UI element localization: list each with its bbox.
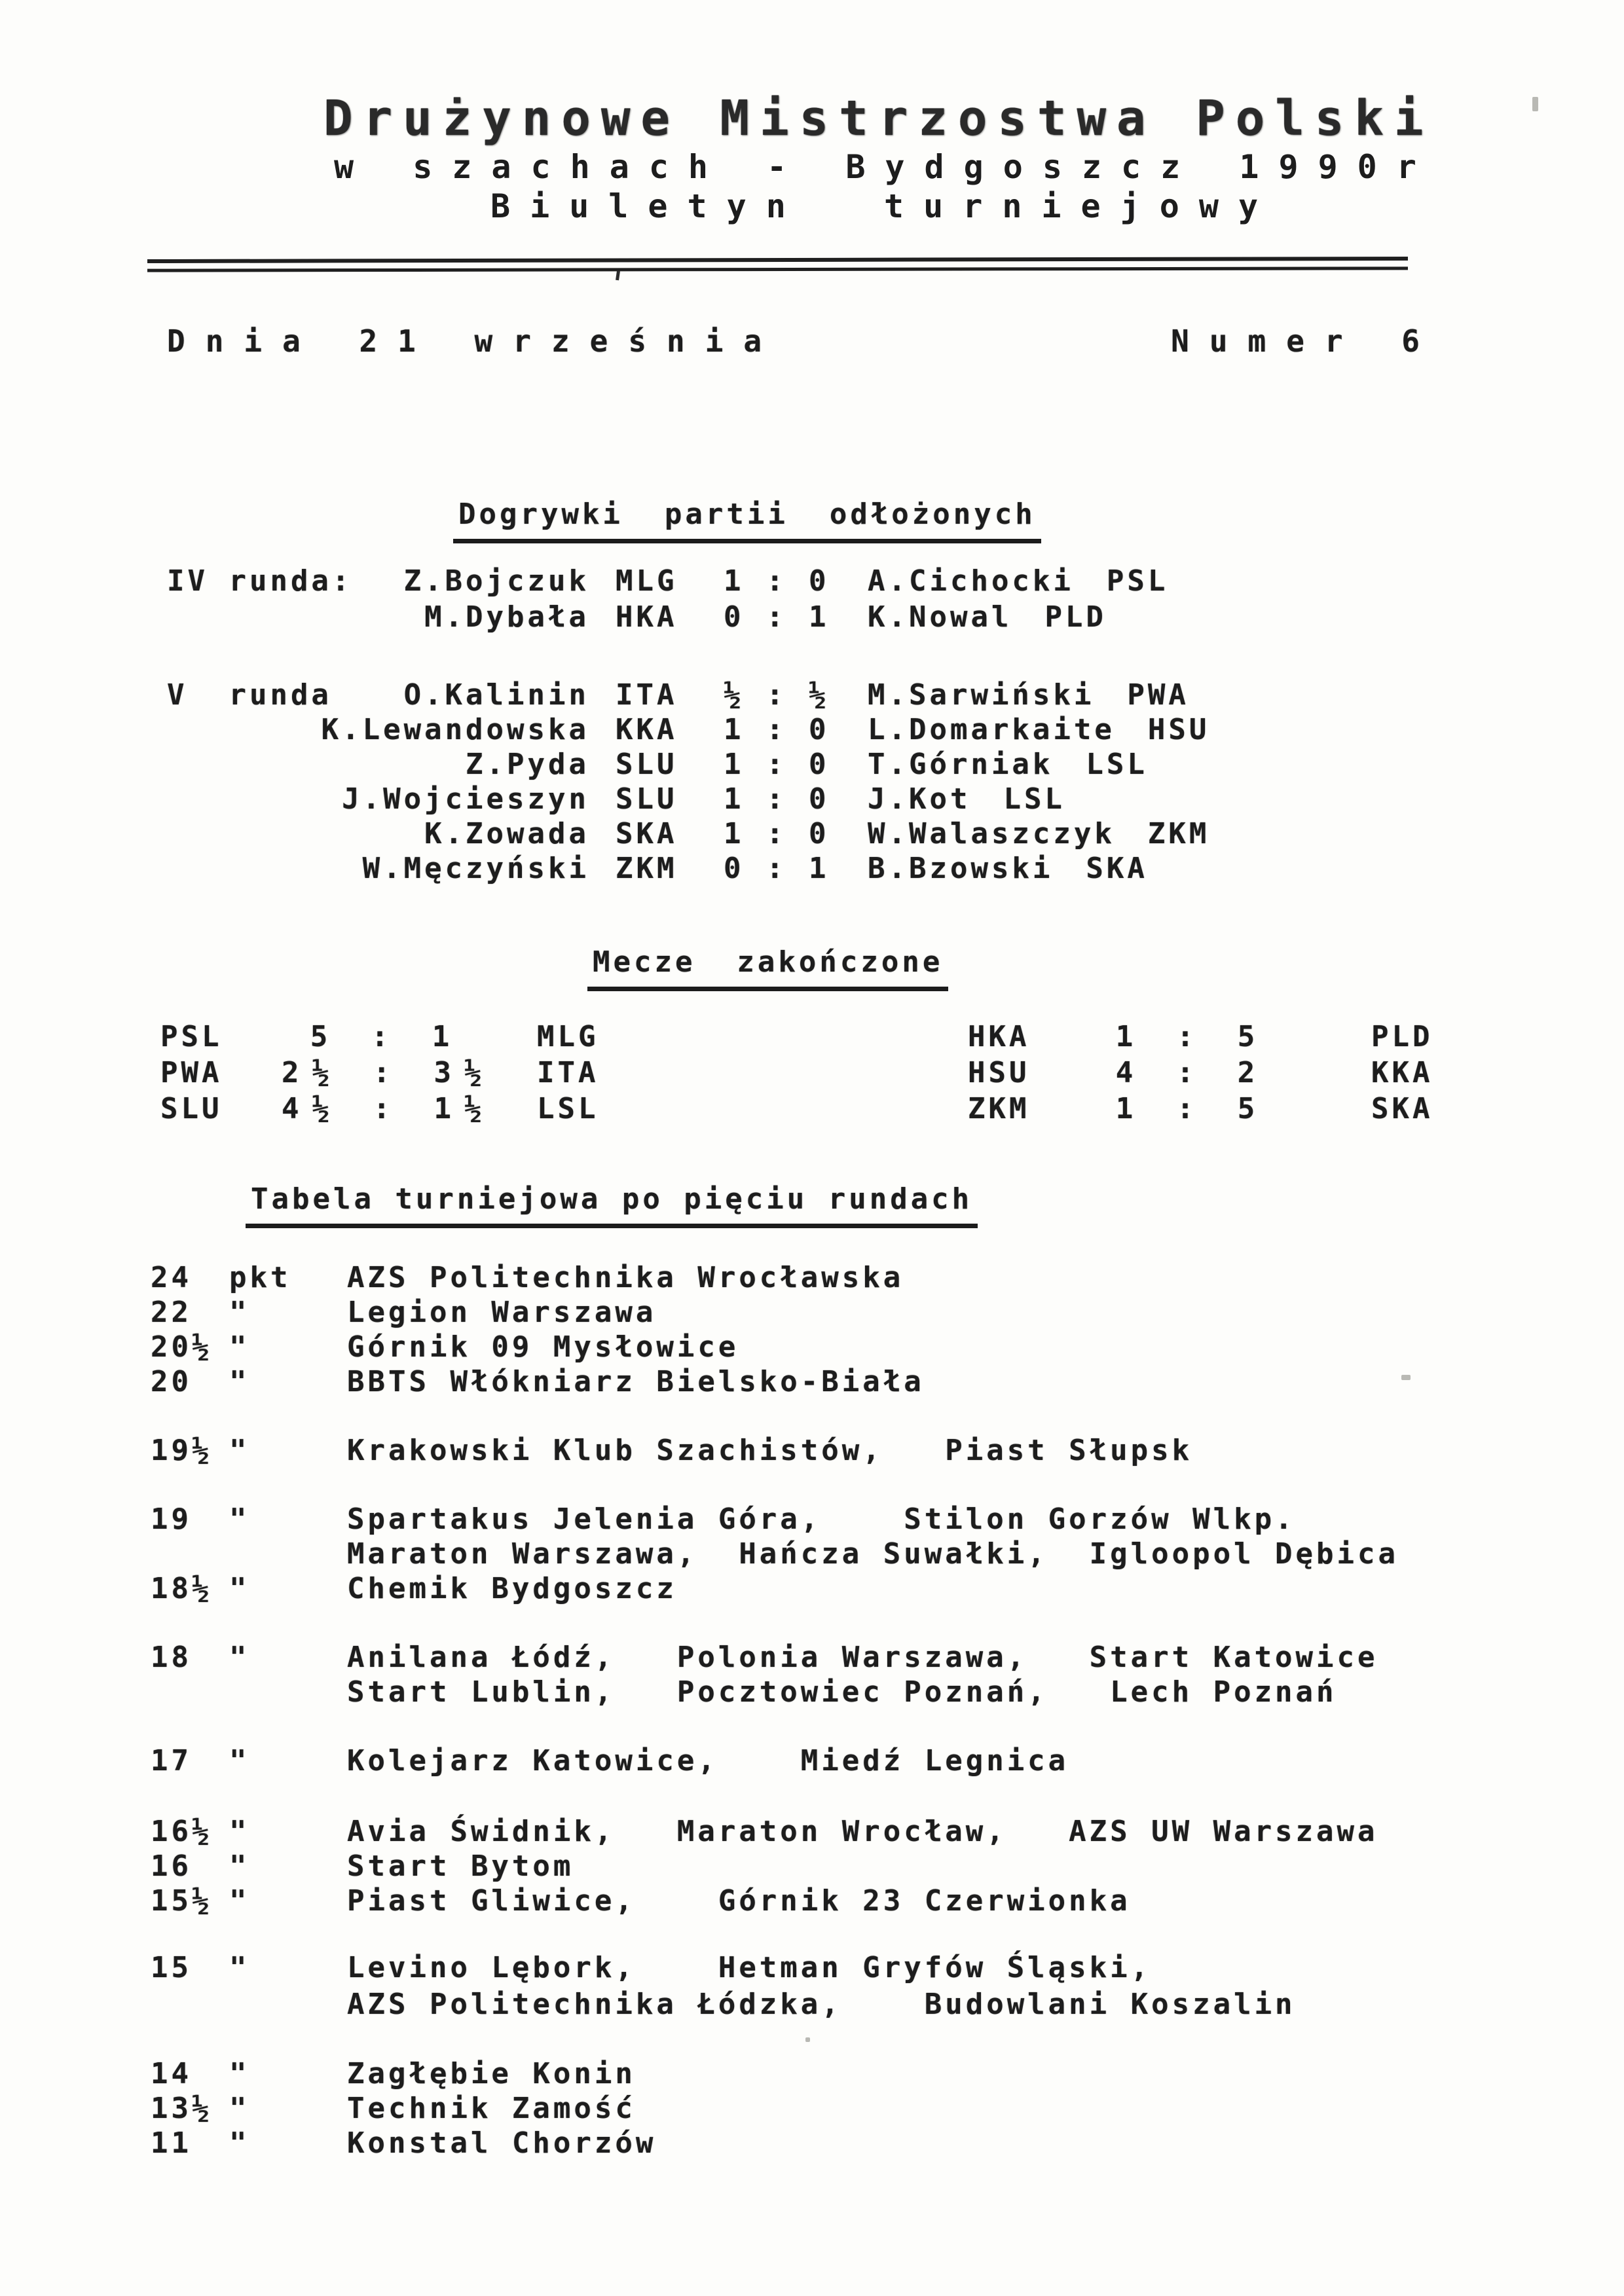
match-row [968, 1020, 1433, 1056]
white-player: Z.Pyda [466, 748, 589, 781]
black-player: W.Walaszczyk ZKM [868, 817, 1210, 850]
home-club: PWA [160, 1056, 223, 1089]
home-club: PSL [160, 1020, 223, 1053]
ditto-mark: " [229, 2057, 250, 2090]
points-value: 20½ [151, 1330, 213, 1364]
ditto-mark: " [229, 1951, 250, 1984]
game-score: 1 : 0 [724, 713, 830, 746]
issue-number: Numer 6 [1171, 323, 1440, 359]
white-club: ZKM [616, 852, 678, 885]
round-label-iv: IV runda: [167, 564, 353, 598]
team-names: Start Bytom [347, 1850, 574, 1883]
white-player: K.Lewandowska [321, 713, 589, 746]
points-value: 22 [151, 1296, 192, 1329]
section-heading-adjourned: Dogrywki partii odłożonych [453, 498, 1041, 543]
game-score: 1 : 0 [724, 782, 830, 816]
team-names: Anilana Łódź, Polonia Warszawa, Start Katowice [347, 1641, 1378, 1674]
section-heading-standings: Tabela turniejowa po pięciu rundach [246, 1182, 978, 1228]
points-value: 18 [151, 1641, 192, 1674]
ditto-mark: " [229, 1434, 250, 1467]
team-names: Konstal Chorzów [347, 2126, 657, 2160]
points-value: 15½ [151, 1884, 213, 1918]
ditto-mark: " [229, 2092, 250, 2125]
round-label-v: V runda [167, 678, 332, 712]
match-score: 5 : 1 [310, 1020, 463, 1053]
standings-row [151, 1261, 1526, 1296]
team-names: Avia Świdnik, Maraton Wrocław, AZS UW Warszawa [347, 1815, 1378, 1848]
standings-row-continuation [151, 1675, 1526, 1710]
divider-rule-top [147, 257, 1408, 263]
ditto-mark: " [229, 1365, 250, 1398]
black-player: M.Sarwiński PWA [868, 678, 1189, 712]
home-club: ZKM [968, 1092, 1030, 1125]
scan-speck [1532, 97, 1538, 111]
team-names: AZS Politechnika Wrocławska [347, 1261, 904, 1294]
match-score: 4½ : 1½ [282, 1092, 495, 1125]
black-player: B.Bzowski SKA [868, 852, 1148, 885]
scan-tick [616, 271, 620, 281]
match-score: 2½ : 3½ [282, 1056, 495, 1089]
standings-row [151, 2126, 1526, 2161]
game-row [167, 817, 1457, 852]
team-names: Zagłębie Konin [347, 2057, 636, 2090]
standings-row [151, 1365, 1526, 1400]
home-club: SLU [160, 1092, 223, 1125]
white-club: KKA [616, 713, 678, 746]
standings-row [151, 1434, 1526, 1468]
white-player: Z.Bojczuk [403, 564, 589, 598]
white-club: SLU [616, 782, 678, 816]
standings-row [151, 1296, 1526, 1330]
match-row [160, 1020, 599, 1056]
standings-row [151, 1641, 1526, 1675]
ditto-mark: " [229, 1503, 250, 1536]
points-value: 24 [151, 1261, 192, 1294]
ditto-mark: " [229, 1744, 250, 1777]
ditto-mark: " [229, 1815, 250, 1848]
points-value: 19 [151, 1503, 192, 1536]
team-names: Górnik 09 Mysłowice [347, 1330, 739, 1364]
team-names: AZS Politechnika Łódzka, Budowlani Koszalin [347, 1988, 1296, 2021]
scan-speck [805, 2037, 810, 2042]
standings-row-continuation [151, 1988, 1526, 2022]
bulletin-title: Drużynowe Mistrzostwa Polski [323, 90, 1434, 147]
game-score: 1 : 0 [724, 817, 830, 850]
divider-rule-bottom [147, 266, 1408, 272]
white-club: SLU [616, 748, 678, 781]
black-player: J.Kot LSL [868, 782, 1065, 816]
ditto-mark: " [229, 2126, 250, 2160]
black-club: LSL [1003, 782, 1065, 816]
date-issue-row [167, 323, 1440, 359]
game-row [167, 852, 1457, 886]
ditto-mark: " [229, 1296, 250, 1329]
game-row [167, 564, 1457, 600]
white-club: SKA [616, 817, 678, 850]
standings-row [151, 1951, 1526, 1986]
ditto-mark: " [229, 1884, 250, 1918]
points-value: 13½ [151, 2092, 213, 2125]
match-row [160, 1056, 599, 1092]
standings-row [151, 1744, 1526, 1779]
points-value: 19½ [151, 1434, 213, 1467]
match-row [160, 1092, 599, 1128]
black-club: ZKM [1147, 817, 1210, 850]
game-score: 1 : 0 [724, 564, 830, 598]
white-club: MLG [616, 564, 678, 598]
away-club: KKA [1371, 1056, 1433, 1089]
match-row [968, 1056, 1433, 1092]
standings-row [151, 1884, 1526, 1919]
ditto-mark: " [229, 1330, 250, 1364]
standings-row [151, 1850, 1526, 1884]
black-club: PWA [1127, 678, 1189, 712]
team-names: Levino Lębork, Hetman Gryfów Śląski, [347, 1951, 1152, 1984]
white-player: K.Zowada [424, 817, 589, 850]
match-row [968, 1092, 1433, 1128]
standings-row [151, 2057, 1526, 2092]
white-player: M.Dybała [424, 600, 589, 634]
match-score: 4 : 2 [1115, 1056, 1268, 1089]
white-club: HKA [616, 600, 678, 634]
game-row [167, 600, 1457, 636]
black-club: LSL [1086, 748, 1148, 781]
standings-row [151, 1330, 1526, 1365]
game-score: 0 : 1 [724, 600, 830, 634]
game-score: ½ : ½ [724, 678, 830, 712]
black-player: T.Górniak LSL [868, 748, 1148, 781]
away-club: LSL [537, 1092, 599, 1125]
team-names: Kolejarz Katowice, Miedź Legnica [347, 1744, 1069, 1777]
team-names: Technik Zamość [347, 2092, 636, 2125]
away-club: MLG [537, 1020, 599, 1053]
game-row [167, 782, 1457, 817]
standings-row-continuation [151, 1537, 1526, 1572]
finished-right-column [968, 1020, 1433, 1128]
black-player: L.Domarkaite HSU [868, 713, 1210, 746]
points-value: 16 [151, 1850, 192, 1883]
points-value: 17 [151, 1744, 192, 1777]
points-value: 14 [151, 2057, 192, 2090]
black-club: SKA [1086, 852, 1148, 885]
white-player: W.Męczyński [362, 852, 589, 885]
match-score: 1 : 5 [1115, 1020, 1268, 1053]
points-unit: pkt [229, 1261, 291, 1294]
away-club: ITA [537, 1056, 599, 1089]
bulletin-subtitle-2: Biuletyn turniejowy [490, 187, 1278, 225]
finished-left-column [160, 1020, 599, 1128]
points-value: 15 [151, 1951, 192, 1984]
team-names: Legion Warszawa [347, 1296, 657, 1329]
black-player: K.Nowal PLD [868, 600, 1107, 634]
standings-row [151, 2092, 1526, 2126]
away-club: SKA [1371, 1092, 1433, 1125]
black-club: PSL [1106, 564, 1169, 598]
standings-row [151, 1815, 1526, 1850]
section-heading-finished: Mecze zakończone [587, 945, 948, 991]
team-names: Chemik Bydgoszcz [347, 1572, 677, 1605]
scan-speck [1401, 1375, 1411, 1380]
round-v-games [167, 678, 1457, 886]
match-score: 1 : 5 [1115, 1092, 1268, 1125]
team-names: Krakowski Klub Szachistów, Piast Słupsk [347, 1434, 1193, 1467]
home-club: HSU [968, 1056, 1030, 1089]
ditto-mark: " [229, 1572, 250, 1605]
ditto-mark: " [229, 1850, 250, 1883]
game-row [167, 678, 1457, 713]
game-row [167, 748, 1457, 782]
team-names: Start Lublin, Pocztowiec Poznań, Lech Poznań [347, 1675, 1337, 1709]
white-player: J.Wojcieszyn [342, 782, 589, 816]
points-value: 11 [151, 2126, 192, 2160]
black-player: A.Cichocki PSL [868, 564, 1169, 598]
game-score: 0 : 1 [724, 852, 830, 885]
game-row [167, 713, 1457, 748]
team-names: Piast Gliwice, Górnik 23 Czerwionka [347, 1884, 1131, 1918]
standings-row [151, 1572, 1526, 1607]
team-names: Maraton Warszawa, Hańcza Suwałki, Igloopol Dębica [347, 1537, 1399, 1571]
bulletin-subtitle: w szachach - Bydgoszcz 1990r [334, 148, 1436, 186]
game-score: 1 : 0 [724, 748, 830, 781]
date-label: Dnia 21 września [167, 323, 783, 359]
team-names: Spartakus Jelenia Góra, Stilon Gorzów Wlkp. [347, 1503, 1296, 1536]
standings-row [151, 1503, 1526, 1537]
white-club: ITA [616, 678, 678, 712]
team-names: BBTS Włókniarz Bielsko-Biała [347, 1365, 925, 1398]
round-iv-games [167, 564, 1457, 636]
standings-table [151, 1261, 1526, 2161]
black-club: HSU [1147, 713, 1210, 746]
points-value: 20 [151, 1365, 192, 1398]
home-club: HKA [968, 1020, 1030, 1053]
white-player: O.Kalinin [403, 678, 589, 712]
points-value: 18½ [151, 1572, 213, 1605]
points-value: 16½ [151, 1815, 213, 1848]
ditto-mark: " [229, 1641, 250, 1674]
black-club: PLD [1044, 600, 1107, 634]
away-club: PLD [1371, 1020, 1433, 1053]
